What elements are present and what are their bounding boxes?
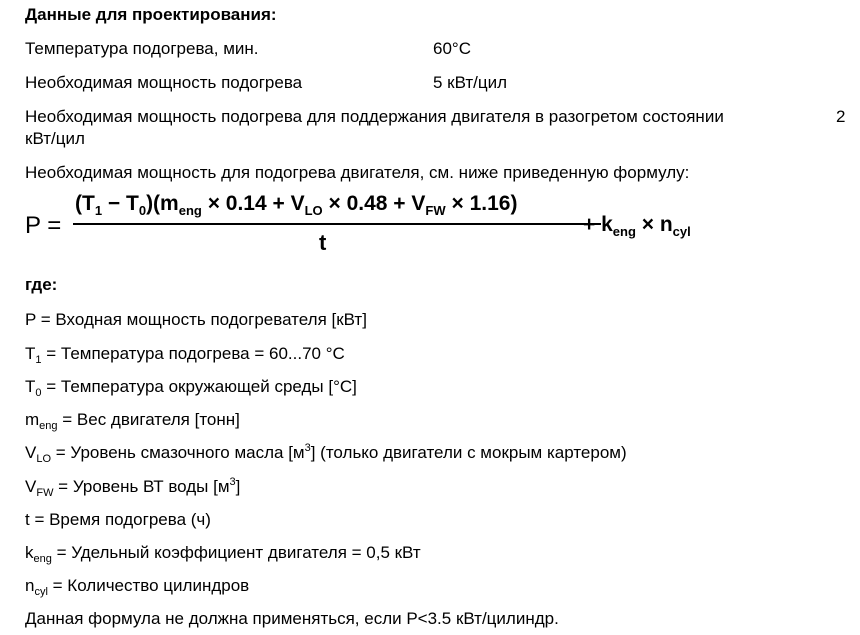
heading: Данные для проектирования: [25, 5, 277, 24]
preheat-temp-label: Температура подогрева, мин. [25, 39, 259, 58]
def-t: t = Время подогрева (ч) [25, 510, 211, 529]
def-t1: $T_1$ = Температура подогрева = 60...70 °C [25, 344, 345, 366]
applicability-note: Данная формула не должна применяться, если P<3.5 кВт/цилиндр. [25, 609, 559, 628]
maintain-power-value: 2 [836, 107, 846, 126]
fraction-bar [73, 223, 601, 225]
formula-denominator: t [319, 230, 327, 255]
def-vfw: $V_{FW}$ = Уровень ВТ воды $[м^3]$ [25, 476, 241, 499]
formula-numerator: $(T_1 - T_0)(m_{eng} \times 0.14 + V_{LO} \times 0.48 + V_{FW} \times 1.16)$ [75, 192, 518, 218]
def-meng: $m_{eng}$ = Вес двигателя [тонн] [25, 410, 240, 432]
preheat-power-formula [25, 190, 725, 262]
def-keng: $k_{eng}$ = Удельный коэффициент двигателя = 0,5 кВт [25, 543, 421, 565]
def-t0: $T_0$ = Температура окружающей среды [°C] [25, 377, 357, 399]
maintain-power-unit: кВт/цил [25, 129, 85, 148]
def-vlo: $V_{LO}$ = Уровень смазочного масла $[м^3]$ (только двигатели с мокрым картером) [25, 442, 627, 465]
def-p: P = Входная мощность подогревателя [кВт] [25, 310, 367, 329]
preheat-power-label: Необходимая мощность подогрева [25, 73, 303, 92]
formula-intro: Необходимая мощность для подогрева двигателя, см. ниже приведенную формулу: [25, 163, 690, 182]
maintain-power-text: Необходимая мощность подогрева для поддержания двигателя в разогретом состоянии [25, 107, 724, 126]
def-ncyl: $n_{cyl}$ = Количество цилиндров [25, 576, 250, 598]
formula-lhs: P = [25, 212, 62, 239]
where-label: где: [25, 275, 58, 294]
preheat-temp-value: 60°C [433, 39, 471, 58]
preheat-power-value: 5 кВт/цил [433, 73, 508, 92]
formula-tail: + $k_{eng} \times n_{cyl}$ [583, 213, 691, 239]
